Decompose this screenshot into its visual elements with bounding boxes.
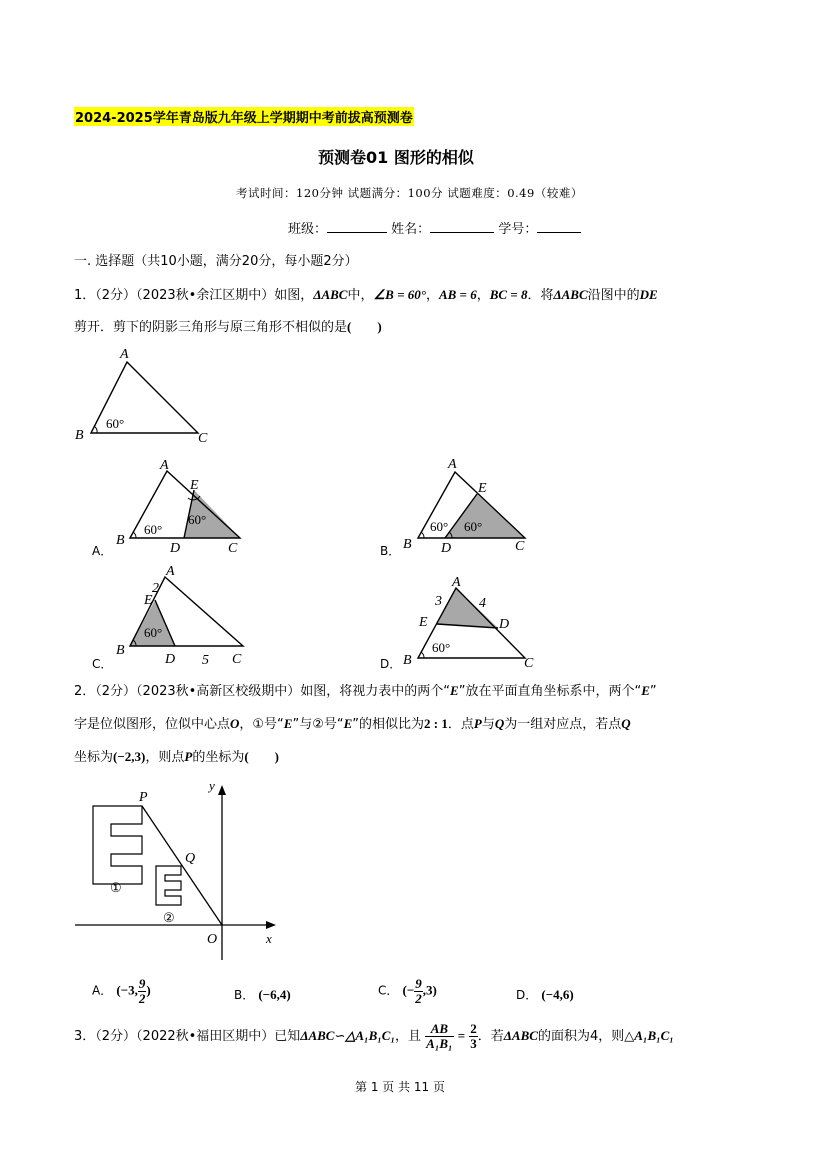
q1-number: 1． <box>74 288 96 303</box>
q2-small-e <box>156 866 181 905</box>
q1b-label-c: C <box>515 539 525 554</box>
q2-number: 2． <box>74 684 96 699</box>
q3-text: ，且 <box>395 1029 422 1044</box>
q1-label-60: 60° <box>106 416 125 431</box>
q3-text: 的面积为4，则△ <box>537 1029 635 1044</box>
q1-sep: ， <box>476 288 490 303</box>
q1d-label-a: A <box>452 575 461 590</box>
q2-option-c-fraction <box>414 977 423 1005</box>
q1b-label-d: D <box>441 541 452 556</box>
q1d-label-e: E <box>419 615 428 630</box>
q1-text: 剪开．剪下的阴影三角形与原三角形不相似的是 <box>74 320 348 335</box>
q1b-label-b: B <box>403 537 412 552</box>
q1-text: 中， <box>347 288 374 303</box>
q2-big-e <box>93 806 142 884</box>
q2-option-b-value: (−6,4) <box>258 987 291 1002</box>
q3-triangle: ΔABC <box>503 1028 538 1043</box>
q1d-label-3: 3 <box>435 594 442 609</box>
q1-label-c: C <box>198 431 208 446</box>
q2-label-x: x <box>266 931 272 946</box>
q1b-label-a: A <box>448 457 457 472</box>
q1c-label-5: 5 <box>202 653 209 668</box>
q1-triangle: ΔABC <box>553 287 588 302</box>
q1-ab: AB = 6 <box>438 287 477 302</box>
q1d-label-d: D <box>499 617 510 632</box>
q3-triangle-1: A₁B₁C₁ <box>634 1028 674 1043</box>
q2-text: ，则点 <box>145 750 185 765</box>
q1d-label-c: C <box>524 656 534 671</box>
q2-text: ”放在平面直角坐标系中，两个“ <box>458 684 642 699</box>
name-label: 姓名： <box>391 222 431 237</box>
fraction-num: 9 <box>138 976 146 991</box>
section-heading: 一. 选择题（共10小题，满分20分，每小题2分） <box>74 254 358 269</box>
q2-option-d-label: D． <box>516 988 538 1002</box>
q1-option-c[interactable]: C． <box>92 657 113 671</box>
q2-label-p: P <box>139 790 148 805</box>
q2-ratio: 2 : 1 <box>424 716 448 731</box>
q2-text: ，①号“ <box>239 717 284 732</box>
q3-stem-line1 <box>74 1017 674 1056</box>
q1c-label-d: D <box>165 652 176 667</box>
q2-text: ”的相似比为 <box>352 717 425 732</box>
q2-option-a-post: ) <box>146 982 151 998</box>
fraction-num: 9 <box>415 976 422 991</box>
q2-letter-e: E <box>641 683 650 698</box>
q1c-label-b: B <box>116 643 125 658</box>
q1-de: DE <box>639 287 658 302</box>
q2-point-p: P <box>184 749 193 764</box>
q2-text: 与 <box>481 717 495 732</box>
q1-angle: ∠B = 60° <box>373 287 426 302</box>
q2-text: 字是位似图形，位似中心点 <box>74 717 231 732</box>
q2-text: ” <box>649 684 657 699</box>
q1-option-b[interactable]: B． <box>380 544 401 558</box>
q2-x-arrow <box>266 921 276 929</box>
q2-option-b[interactable] <box>234 986 291 1003</box>
fraction-den: 3 <box>470 1036 477 1051</box>
exam-banner: 2024-2025学年青岛版九年级上学期期中考前拔高预测卷 <box>74 107 414 126</box>
id-label: 学号： <box>498 222 538 237</box>
fraction-den: 2 <box>415 990 422 1006</box>
q1a-label-c: C <box>228 541 238 556</box>
q2-center-o: O <box>230 716 240 731</box>
q2-label-1: ① <box>110 880 122 895</box>
q3-text: （2分）（2022秋•福田区期中）已知 <box>95 1029 301 1044</box>
q1-label-b: B <box>75 428 84 443</box>
q2-text: 为一组对应点，若点 <box>504 717 622 732</box>
q2-label-y: y <box>209 778 215 793</box>
q1a-label-60: 60° <box>144 522 163 537</box>
q2-point-p: P <box>473 716 482 731</box>
q2-option-c[interactable] <box>378 977 437 1005</box>
q2-option-c-pre: (− <box>402 982 415 998</box>
q2-answer-blank[interactable]: ( ) <box>244 749 279 764</box>
q3-text: ．若 <box>477 1029 504 1044</box>
q2-ray-po <box>142 806 222 925</box>
q2-option-a-label: A． <box>92 983 113 998</box>
q1d-label-60: 60° <box>432 640 451 655</box>
page-title: 预测卷01 图形的相似 <box>318 148 474 167</box>
q3-triangle: ΔABC <box>300 1028 335 1043</box>
q2-letter-e: E <box>343 716 353 731</box>
q1a-label-a: A <box>160 458 169 473</box>
fraction-den: 2 <box>138 990 146 1006</box>
q3-value-fraction <box>469 1022 478 1050</box>
q2-option-d[interactable] <box>516 986 574 1003</box>
q3-ratio-fraction <box>425 1022 453 1050</box>
q2-y-arrow <box>218 785 226 795</box>
q2-option-c-post: ,3) <box>422 982 437 998</box>
q1c-label-60: 60° <box>144 625 163 640</box>
q1-source: （2分）（2023秋•余江区期中）如图， <box>95 288 314 303</box>
q1a-label-e: E <box>190 478 199 493</box>
q2-text: ．点 <box>447 717 474 732</box>
q2-label-o: O <box>207 932 218 947</box>
q1-text: 沿图中的 <box>587 288 640 303</box>
q1b-label-60d: 60° <box>464 519 483 534</box>
q2-letter-e: E <box>450 683 459 698</box>
q1c-label-2: 2 <box>152 581 159 596</box>
q2-text: （2分）（2023秋•高新区校级期中）如图，将视力表中的两个“ <box>95 684 451 699</box>
q2-letter-e: E <box>283 716 293 731</box>
q2-option-a[interactable] <box>92 977 151 1005</box>
q2-option-a-pre: (−3, <box>116 982 138 998</box>
q2-q-coord: (−2,3) <box>113 749 146 764</box>
fraction-num: AB <box>425 1022 453 1037</box>
q2-text: ”与②号“ <box>292 717 344 732</box>
q1-text: ．将 <box>527 288 554 303</box>
q2-option-d-value: (−4,6) <box>541 987 574 1002</box>
page-footer: 第 1 页 共 11 页 <box>355 1080 445 1094</box>
q1-triangle: ΔABC <box>313 287 348 302</box>
q1-option-d[interactable]: D． <box>380 657 402 671</box>
q1c-label-a: A <box>166 564 175 579</box>
q2-option-c-label: C． <box>378 983 399 998</box>
q1-sep: ， <box>425 288 439 303</box>
q1-label-a: A <box>120 347 129 362</box>
q1a-label-d: D <box>170 541 181 556</box>
q1d-label-4: 4 <box>479 596 486 611</box>
q2-label-2: ② <box>163 910 175 925</box>
q2-text: 的坐标为 <box>192 750 245 765</box>
q2-label-q: Q <box>185 851 196 866</box>
q1a-label-b: B <box>116 533 125 548</box>
q3-equals: = <box>457 1028 466 1043</box>
q1-bc: BC = 8 <box>489 287 528 302</box>
q1-option-a[interactable]: A． <box>92 544 113 558</box>
q2-point-q: Q <box>494 716 505 731</box>
q1a-label-60e: 60° <box>188 512 207 527</box>
q2-point-q: Q <box>621 716 631 731</box>
exam-info: 考试时间：120分钟 试题满分：100分 试题难度：0.49（较难） <box>236 186 583 200</box>
q3-triangle-1: △A₁B₁C₁ <box>345 1028 395 1043</box>
q1-answer-blank[interactable]: ( ) <box>347 319 382 334</box>
q3-number: 3． <box>74 1029 96 1044</box>
fraction-den: A₁B₁ <box>426 1036 453 1051</box>
q2-text: 坐标为 <box>74 750 114 765</box>
fraction-num: 2 <box>470 1021 477 1037</box>
q1c-label-e: E <box>144 593 153 608</box>
q1b-label-60: 60° <box>430 519 449 534</box>
q1c-label-c: C <box>232 652 242 667</box>
q3-similar-sign: ∽ <box>334 1029 346 1044</box>
q1b-label-e: E <box>478 481 487 496</box>
class-label: 班级： <box>288 222 328 237</box>
q1d-label-b: B <box>403 653 412 668</box>
q2-option-b-label: B． <box>234 988 255 1002</box>
